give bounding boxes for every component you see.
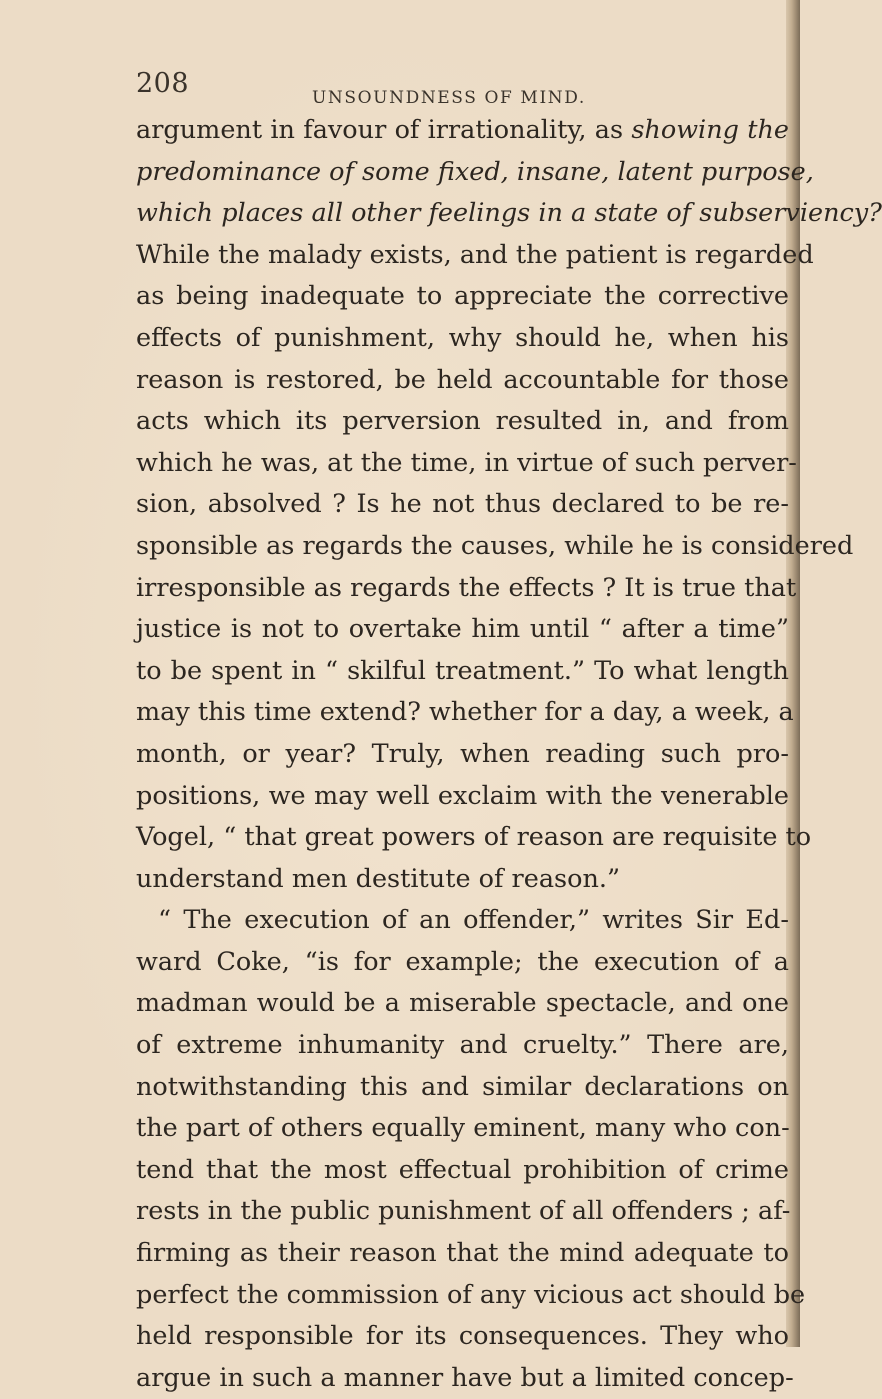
text-line [136,193,882,235]
line-text: of extreme inhumanity and cruelty.” There are, [136,1030,789,1061]
line-text: irresponsible as regards the effects ? It is true that [136,572,797,603]
line-text: Vogel, “ that great powers of reason are requisite to [136,822,812,853]
line-text: acts which its perversion resulted in, and from [136,406,789,437]
text-line [136,1358,794,1399]
running-title: UNSOUNDNESS OF MIND. [312,88,586,108]
text-line [136,360,789,402]
line-text: notwithstanding this and similar declarations on [136,1071,789,1102]
text-line [136,651,789,693]
text-line [136,817,812,859]
line-text: as being inadequate to appreciate the corrective [136,281,789,312]
line-text: the part of others equally eminent, many who con- [136,1113,790,1144]
italic-text: predominance of some fixed, insane, latent purpose, [136,156,814,187]
line-text: “ The execution of an offender,” writes Sir Ed- [158,905,789,936]
line-text: positions, we may well exclaim with the venerable [136,780,789,811]
running-head [0,68,800,108]
text-line [136,1025,789,1067]
line-text: While the malady exists, and the patient is regarded [136,239,814,270]
line-text: tend that the most effectual prohibition of crime [136,1154,789,1185]
line-text: effects of punishment, why should he, when his [136,322,789,353]
text-line [136,1275,806,1317]
line-text: to be spent in “ skilful treatment.” To what length [136,655,789,686]
line-text: understand men destitute of reason.” [136,863,621,894]
line-text: sion, absolved ? Is he not thus declared to be re- [136,489,789,520]
line-text: held responsible for its consequences. They who [136,1321,789,1352]
body-text [136,110,882,1399]
text-line [136,1067,789,1109]
line-text: firming as their reason that the mind adequate to [136,1238,789,1269]
text-line [136,942,789,984]
text-line [136,983,789,1025]
text-line [136,734,789,776]
text-line [136,401,789,443]
line-text: madman would be a miserable spectacle, and one [136,988,789,1019]
text-line [136,1233,789,1275]
line-text: rests in the public punishment of all offenders ; af- [136,1196,791,1227]
line-text: reason is restored, be held accountable for those [136,364,789,395]
text-line [136,859,789,901]
text-line [136,276,789,318]
line-text: justice is not to overtake him until “ after a time” [136,614,789,645]
line-text: may this time extend? whether for a day, a week, a [136,697,794,728]
text-line [136,318,789,360]
text-line [136,1316,789,1358]
line-text: sponsible as regards the causes, while he is considered [136,530,854,561]
text-line [136,609,789,651]
line-text: argument in favour of irrationality, as [136,115,632,145]
text-line [136,152,814,194]
text-line [136,235,814,277]
text-line [136,110,789,152]
line-text: perfect the commission of any vicious act should be [136,1279,806,1310]
text-line [136,1108,789,1150]
text-line [136,443,797,485]
text-line [136,568,797,610]
text-line [136,692,794,734]
italic-text: which places all other feelings in a state of subserviency? [136,198,882,229]
text-line [136,776,789,818]
text-line [136,1191,789,1233]
italic-text: showing the [631,115,789,145]
text-line [136,526,854,568]
line-text: argue in such a manner have but a limited concep- [136,1362,794,1393]
text-line [136,900,789,942]
page-number: 208 [136,68,190,99]
line-text: which he was, at the time, in virtue of such perver- [136,447,797,478]
line-text: ward Coke, “is for example; the execution of a [136,946,789,977]
line-text: month, or year? Truly, when reading such pro- [136,738,789,769]
text-line [136,484,789,526]
text-line [136,1150,789,1192]
